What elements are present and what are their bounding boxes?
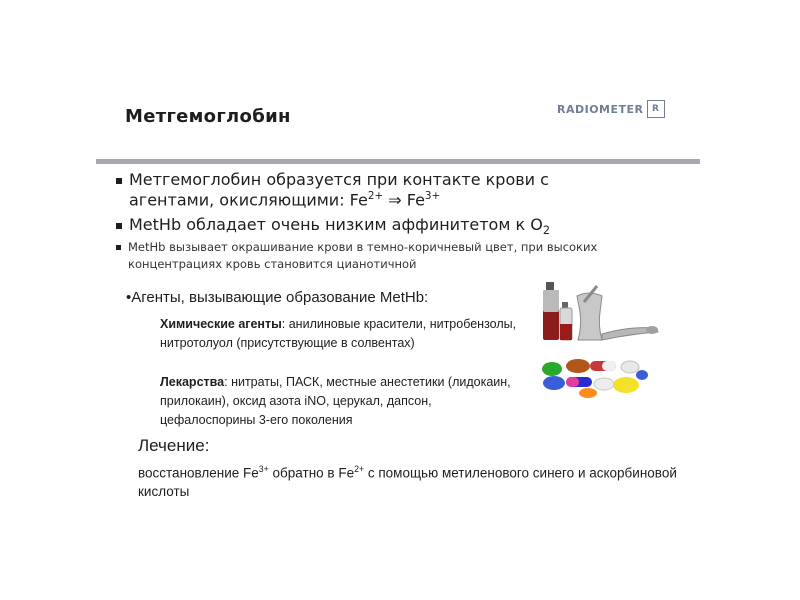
fe-charge-3: 3+ [424,190,441,202]
chemical-agents [160,315,520,353]
drugs-text: : нитраты, ПАСК, местные анестетики (лидокаин, прилокаин), оксид азота iNO, церукал, дапсон, цефалоспорины 3-его поколения [160,375,511,427]
treatment-sup-1: 3+ [258,464,269,474]
bullet-3-line-2: концентрациях кровь становится цианотичной [128,257,417,271]
arrow-fe: ⇒ Fe [383,190,425,210]
logo-text: RADIOMETER [557,102,644,116]
bullet-square-icon [116,223,122,229]
bullet-2-text: MetHb обладает очень низким аффинитетом к O [129,215,543,234]
logo-mark: R [647,100,665,118]
bullet-2 [116,215,550,237]
drugs-label: Лекарства [160,375,225,389]
slide-title: Метгемоглобин [125,106,291,127]
bullet-1-line-1: Метгемоглобин образуется при контакте крови с [129,170,549,189]
treatment-sup-2: 2+ [354,464,365,474]
title-divider [96,159,700,164]
bullet-1-line-2 [129,190,440,209]
chemical-agents-text: : анилиновые красители, нитробензолы, нитротолуол (присутствующие в солвентах) [160,317,517,350]
drugs [160,373,520,430]
treatment-text-2: обратно в Fe [268,465,355,481]
o2-subscript: 2 [542,224,550,238]
bullet-1-line-2-text: агентами, окисляющими: Fe [129,190,368,210]
fe-charge-2: 2+ [367,190,384,202]
bullet-3-line-1: MetHb вызывает окрашивание крови в темно-коричневый цвет, при высоких [128,240,598,254]
bullet-1 [116,170,549,189]
treatment-text-1: восстановление Fe [138,465,259,481]
treatment-heading: Лечение: [138,436,210,455]
pills-icon [540,355,650,400]
lab-bottles-mortar-icon [540,282,665,347]
treatment-text-3: с помощью метиленового синего и аскорбиновой кислоты [138,465,677,499]
bullet-3 [116,240,597,254]
bullet-square-icon [116,178,122,184]
radiometer-logo [557,100,665,118]
treatment-text [138,460,678,501]
agents-heading: •Агенты, вызывающие образование MetHb: [126,289,429,306]
chemical-agents-label: Химические агенты [160,317,282,331]
bullet-square-icon [116,245,121,250]
